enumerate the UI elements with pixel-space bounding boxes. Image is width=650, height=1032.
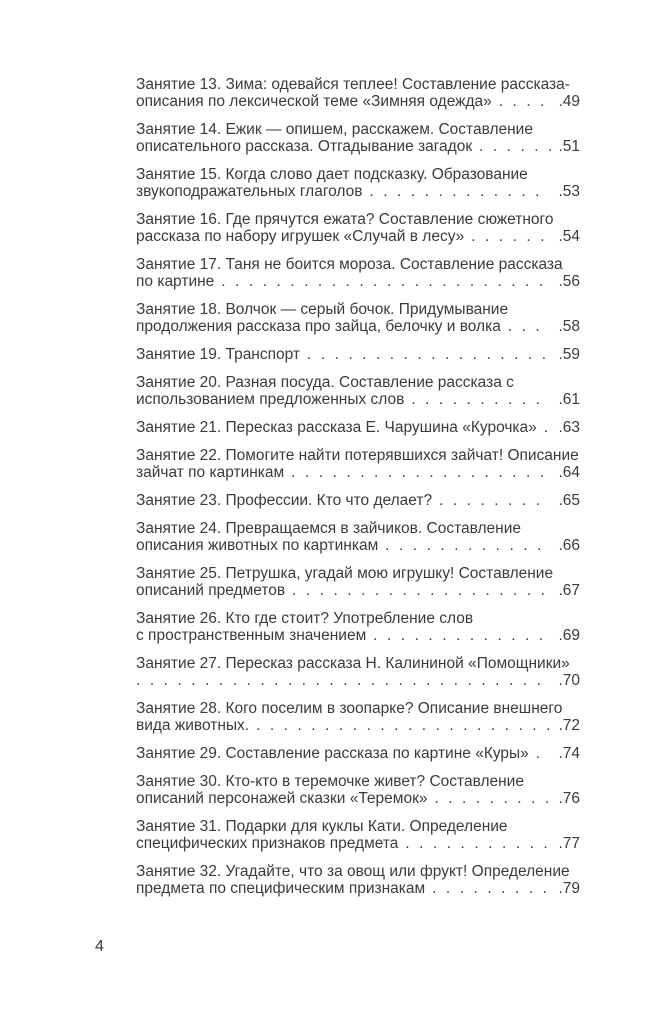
toc-entry-page: . 77 bbox=[558, 835, 580, 852]
toc-entry-page: . 61 bbox=[558, 391, 580, 408]
toc-entry bbox=[136, 492, 580, 509]
toc-entry-title: Занятие 24. Превращаемся в зайчиков. Составление описания животных по картинкам bbox=[136, 520, 522, 554]
toc-dot-leader: . . . . . . . . . . . . . . . . . . . . . . . . bbox=[214, 273, 546, 290]
toc-entry-title: Занятие 30. Кто-кто в теремочке живет? Составление описаний персонажей сказки «Теремок» bbox=[136, 773, 524, 807]
toc-entry-title: Занятие 18. Волчок — серый бочок. Придумывание продолжения рассказа про зайца, белочку и волка bbox=[136, 301, 509, 335]
toc-dot-leader: . bbox=[536, 419, 551, 436]
table-of-contents bbox=[136, 76, 580, 908]
toc-entry-title: Занятие 23. Профессии. Кто что делает? bbox=[136, 492, 433, 509]
toc-entry bbox=[136, 565, 580, 599]
toc-entry-page: . 79 bbox=[558, 880, 580, 897]
toc-entry bbox=[136, 76, 580, 110]
page-number: 4 bbox=[95, 938, 104, 955]
toc-dot-leader: . . . . . . . . . . . . . . . . . . bbox=[300, 346, 549, 363]
toc-dot-leader: . . . . . . . . . bbox=[425, 880, 550, 897]
toc-entry bbox=[136, 745, 580, 762]
toc-dot-leader: . bbox=[528, 745, 543, 762]
toc-dot-leader: . . . . . . . . . . . . . bbox=[366, 627, 546, 644]
toc-entry-page: . 56 bbox=[558, 273, 580, 290]
toc-entry-title: Занятие 28. Кого поселим в зоопарке? Описание внешнего вида животных. bbox=[136, 700, 563, 734]
toc-entry bbox=[136, 863, 580, 897]
toc-entry-title: Занятие 27. Пересказ рассказа Н. Калининой «Помощники» bbox=[136, 655, 570, 672]
toc-entry bbox=[136, 121, 580, 155]
toc-dot-leader: . . . . bbox=[491, 93, 548, 110]
toc-entry-page: . 64 bbox=[558, 464, 580, 481]
toc-entry-page: . 49 bbox=[558, 93, 580, 110]
toc-entry bbox=[136, 346, 580, 363]
toc-dot-leader: . . . . . . bbox=[464, 228, 548, 245]
toc-entry-page: . 66 bbox=[558, 537, 580, 554]
toc-entry-title: Занятие 15. Когда слово дает подсказку. Образование звукоподражательных глаголов bbox=[136, 166, 528, 200]
toc-dot-leader: . . . bbox=[500, 318, 543, 335]
toc-entry-title: Занятие 17. Таня не боится мороза. Составление рассказа по картине bbox=[136, 256, 563, 290]
toc-dot-leader: . . . . . . . . . . . . . bbox=[362, 183, 543, 200]
toc-entry bbox=[136, 700, 580, 734]
toc-entry-title: Занятие 20. Разная посуда. Составление рассказа с использованием предложенных слов bbox=[136, 374, 514, 408]
toc-entry bbox=[136, 773, 580, 807]
toc-entry bbox=[136, 256, 580, 290]
toc-entry-title: Занятие 29. Составление рассказа по картине «Куры» bbox=[136, 745, 529, 762]
toc-entry-page: . 59 bbox=[558, 346, 580, 363]
toc-entry-page: . 53 bbox=[558, 183, 580, 200]
toc-entry bbox=[136, 655, 580, 689]
toc-entry-title: Занятие 26. Кто где стоит? Употребление слов с пространственным значением bbox=[136, 610, 474, 644]
toc-entry-title: Занятие 19. Транспорт bbox=[136, 346, 301, 363]
toc-entry bbox=[136, 419, 580, 436]
toc-dot-leader: . . . . . . . . . . . bbox=[398, 835, 551, 852]
toc-entry-title: Занятие 21. Пересказ рассказа Е. Чарушина «Курочка» bbox=[136, 419, 537, 436]
toc-entry-page: . 72 bbox=[558, 717, 580, 734]
toc-entry bbox=[136, 520, 580, 554]
toc-entry bbox=[136, 211, 580, 245]
toc-entry-page: . 76 bbox=[558, 790, 580, 807]
toc-entry-page: . 51 bbox=[558, 138, 580, 155]
toc-entry-page: . 63 bbox=[558, 419, 580, 436]
toc-dot-leader: . . . . . . . . . . bbox=[404, 391, 543, 408]
toc-entry-page: . 58 bbox=[558, 318, 580, 335]
toc-entry-page: . 74 bbox=[558, 745, 580, 762]
toc-entry-page: . 65 bbox=[558, 492, 580, 509]
toc-entry-title: Занятие 25. Петрушка, угадай мою игрушку! Составление описаний предметов bbox=[136, 565, 554, 599]
toc-entry-title: Занятие 31. Подарки для куклы Кати. Определение специфических признаков предмета bbox=[136, 818, 508, 852]
toc-dot-leader: . . . . . . . . bbox=[432, 492, 543, 509]
toc-entry bbox=[136, 610, 580, 644]
toc-entry bbox=[136, 166, 580, 200]
toc-dot-leader: . . . . . . bbox=[472, 138, 556, 155]
toc-entry-title: Занятие 16. Где прячутся ежата? Составление сюжетного рассказа по набору игрушек «Случай в лесу» bbox=[136, 211, 554, 245]
toc-dot-leader: . . . . . . . . . . . . bbox=[378, 537, 545, 554]
toc-entry-page: . 69 bbox=[558, 627, 580, 644]
toc-entry-title: Занятие 13. Зима: одевайся теплее! Составление рассказа-описания по лексической теме «Зимняя одежда» bbox=[136, 76, 570, 110]
toc-entry-title: Занятие 32. Угадайте, что за овощ или фрукт! Определение предмета по специфическим признакам bbox=[136, 863, 570, 897]
toc-entry bbox=[136, 374, 580, 408]
toc-entry-page: . 67 bbox=[558, 582, 580, 599]
toc-entry bbox=[136, 818, 580, 852]
toc-dot-leader: . . . . . . . . . . . . . . . . . . . bbox=[285, 582, 548, 599]
toc-entry-title: Занятие 14. Ежик — опишем, расскажем. Составление описательного рассказа. Отгадывание загадок bbox=[136, 121, 533, 155]
toc-entry bbox=[136, 301, 580, 335]
toc-entry bbox=[136, 447, 580, 481]
toc-entry-title: Занятие 22. Помогите найти потерявшихся зайчат! Описание зайчат по картинкам bbox=[136, 447, 579, 481]
toc-entry-page: . 70 bbox=[558, 672, 580, 689]
toc-dot-leader: . . . . . . . . . . . . . . . . . . . . . . . . . . . . . . bbox=[136, 672, 544, 689]
toc-dot-leader: . . . . . . . . . . . . . . . . . . . bbox=[284, 464, 547, 481]
toc-dot-leader: . . . . . . . . . bbox=[427, 790, 552, 807]
toc-dot-leader: . . . . . . . . . . . . . . . . . . . . . . bbox=[249, 717, 553, 734]
toc-entry-page: . 54 bbox=[558, 228, 580, 245]
